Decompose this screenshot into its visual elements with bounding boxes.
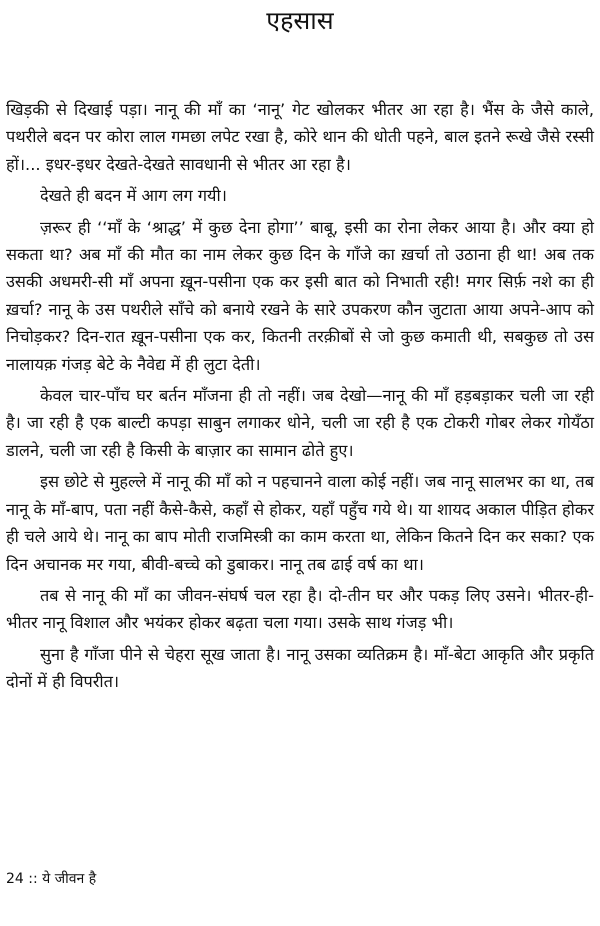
paragraph-5: इस छोटे से मुहल्ले में नानू की माँ को न पहचानने वाला कोई नहीं। जब नानू सालभर का था, तब नानू के माँ-बाप, पता नहीं कैसे-कैसे, कहाँ से होकर, यहाँ पहुँच गये थे। या शायद अकाल पीड़ित होकर ही चले आये थे। नानू का बाप मोती राजमिस्त्री का काम करता था, लेकिन कितने दिन कर सका? एक दिन अचानक मर गया, बीवी-बच्चे को डुबाकर। नानू तब ढाई वर्ष का था। <box>6 472 594 574</box>
paragraph-1: खिड़की से दिखाई पड़ा। नानू की माँ का ‘नानू’ गेट खोलकर भीतर आ रहा है। भैंस के जैसे काले, पथरीले बदन पर कोरा लाल गमछा लपेट रखा है, कोरे थान की धोती पहने, बाल इतने रूखे जैसे रस्सी हों।... इधर-इधर देखते-देखते सावधानी से भीतर आ रहा है। <box>6 100 594 174</box>
page-footer: 24 :: ये जीवन है <box>6 871 97 887</box>
paragraph-4: केवल चार-पाँच घर बर्तन माँजना ही तो नहीं। जब देखो—नानू की माँ हड़बड़ाकर चली जा रही है। जा रही है एक बाल्टी कपड़ा साबुन लगाकर धोने, चली जा रही है एक टोकरी गोबर लेकर गोयँठा डालने, चली जा रही है किसी के बाज़ार का सामान ढोते हुए। <box>6 386 594 460</box>
chapter-body <box>6 96 594 700</box>
paragraph-7: सुना है गाँजा पीने से चेहरा सूख जाता है। नानू उसका व्यतिक्रम है। माँ-बेटा आकृति और प्रकृति दोनों में ही विपरीत। <box>6 644 594 692</box>
paragraph-2: देखते ही बदन में आग लग गयी। <box>40 186 227 206</box>
paragraph-6: तब से नानू की माँ का जीवन-संघर्ष चल रहा है। दो-तीन घर और पकड़ लिए उसने। भीतर-ही-भीतर नानू विशाल और भयंकर होकर बढ़ता चला गया। उसके साथ गंजड़ भी। <box>6 585 594 633</box>
paragraph-3: ज़रूर ही ‘‘माँ के ‘श्राद्ध’ में कुछ देना होगा’’ बाबू, इसी का रोना लेकर आया है। और क्या हो सकता था? अब माँ की मौत का नाम लेकर कुछ दिन के गाँजे का ख़र्चा तो उठाना ही था! अब तक उसकी अधमरी-सी माँ अपना ख़ून-पसीना एक कर इसी बात को निभाती रही! मगर सिर्फ़ नशे का ही ख़र्चा? नानू के उस पथरीले साँचे को बनाये रखने के सारे उपकरण कौन जुटाता आया अपने-आप को निचोड़कर? दिन-रात ख़ून-पसीना एक कर, कितनी तरक़ीबों से जो कुछ कमाती थी, सबकुछ तो उस नालायक़ गंजड़ बेटे के नैवेद्य में ही लुटा देती। <box>6 217 594 374</box>
chapter-title: एहसास <box>266 6 334 35</box>
